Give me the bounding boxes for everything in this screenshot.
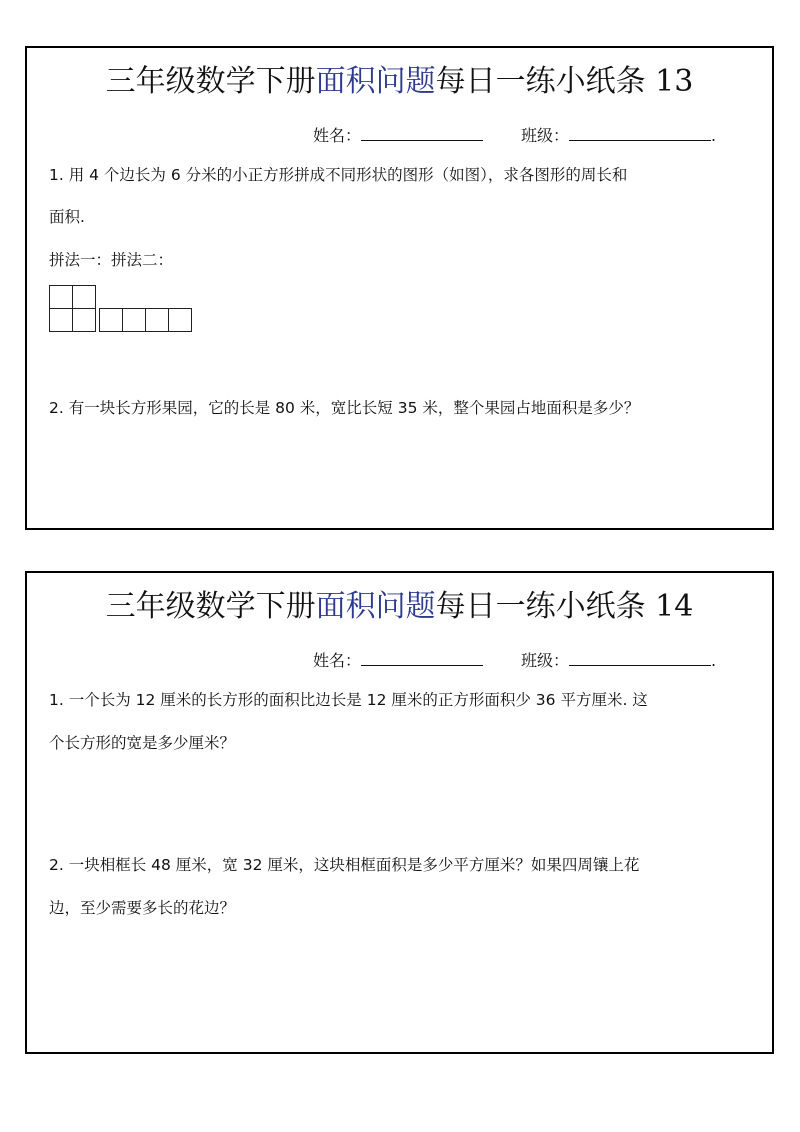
worksheet-card-14 [25, 571, 774, 1054]
tile-square [145, 308, 169, 332]
class-blank[interactable] [569, 651, 711, 666]
card-title [27, 587, 772, 627]
card-title [27, 62, 772, 102]
tile-square [72, 285, 96, 309]
question-1-line-1: 1. 一个长为 12 厘米的长方形的面积比边长是 12 厘米的正方形面积少 36 平方厘米. 这 [49, 691, 648, 709]
class-end-mark: . [711, 126, 717, 145]
question-2-line-1: 2. 有一块长方形果园，它的长是 80 米，宽比长短 35 米，整个果园占地面积是多少？ [49, 399, 640, 417]
question-2-line-2: 边，至少需要多长的花边？ [49, 899, 236, 917]
tile-square [122, 308, 146, 332]
question-2-line-1: 2. 一块相框长 48 厘米，宽 32 厘米，这块相框面积是多少平方厘米？如果四周镶上花 [49, 856, 640, 874]
class-blank[interactable] [569, 126, 711, 141]
tile-square [49, 308, 73, 332]
tile-square [168, 308, 192, 332]
student-info-row [313, 126, 716, 146]
title-prefix: 三年级数学下册 [105, 64, 316, 99]
name-label: 姓名： [313, 126, 362, 145]
name-blank[interactable] [361, 126, 483, 141]
worksheet-card-13 [25, 46, 774, 530]
class-end-mark: . [711, 651, 717, 670]
title-prefix: 三年级数学下册 [105, 589, 316, 624]
question-1-line-2: 个长方形的宽是多少厘米？ [49, 734, 236, 752]
title-suffix: 每日一练小纸条 14 [435, 589, 694, 624]
title-highlight: 面积问题 [315, 589, 436, 624]
class-label: 班级： [521, 126, 570, 145]
name-label: 姓名： [313, 651, 362, 670]
class-label: 班级： [521, 651, 570, 670]
tile-square [99, 308, 123, 332]
question-1-line-2: 面积. [49, 208, 85, 226]
tile-square [72, 308, 96, 332]
name-blank[interactable] [361, 651, 483, 666]
student-info-row [313, 651, 716, 671]
title-highlight: 面积问题 [315, 64, 436, 99]
question-1-line-3: 拼法一：拼法二： [49, 251, 174, 269]
question-1-line-1: 1. 用 4 个边长为 6 分米的小正方形拼成不同形状的图形（如图），求各图形的周长和 [49, 166, 628, 184]
tile-square [49, 285, 73, 309]
title-suffix: 每日一练小纸条 13 [435, 64, 694, 99]
